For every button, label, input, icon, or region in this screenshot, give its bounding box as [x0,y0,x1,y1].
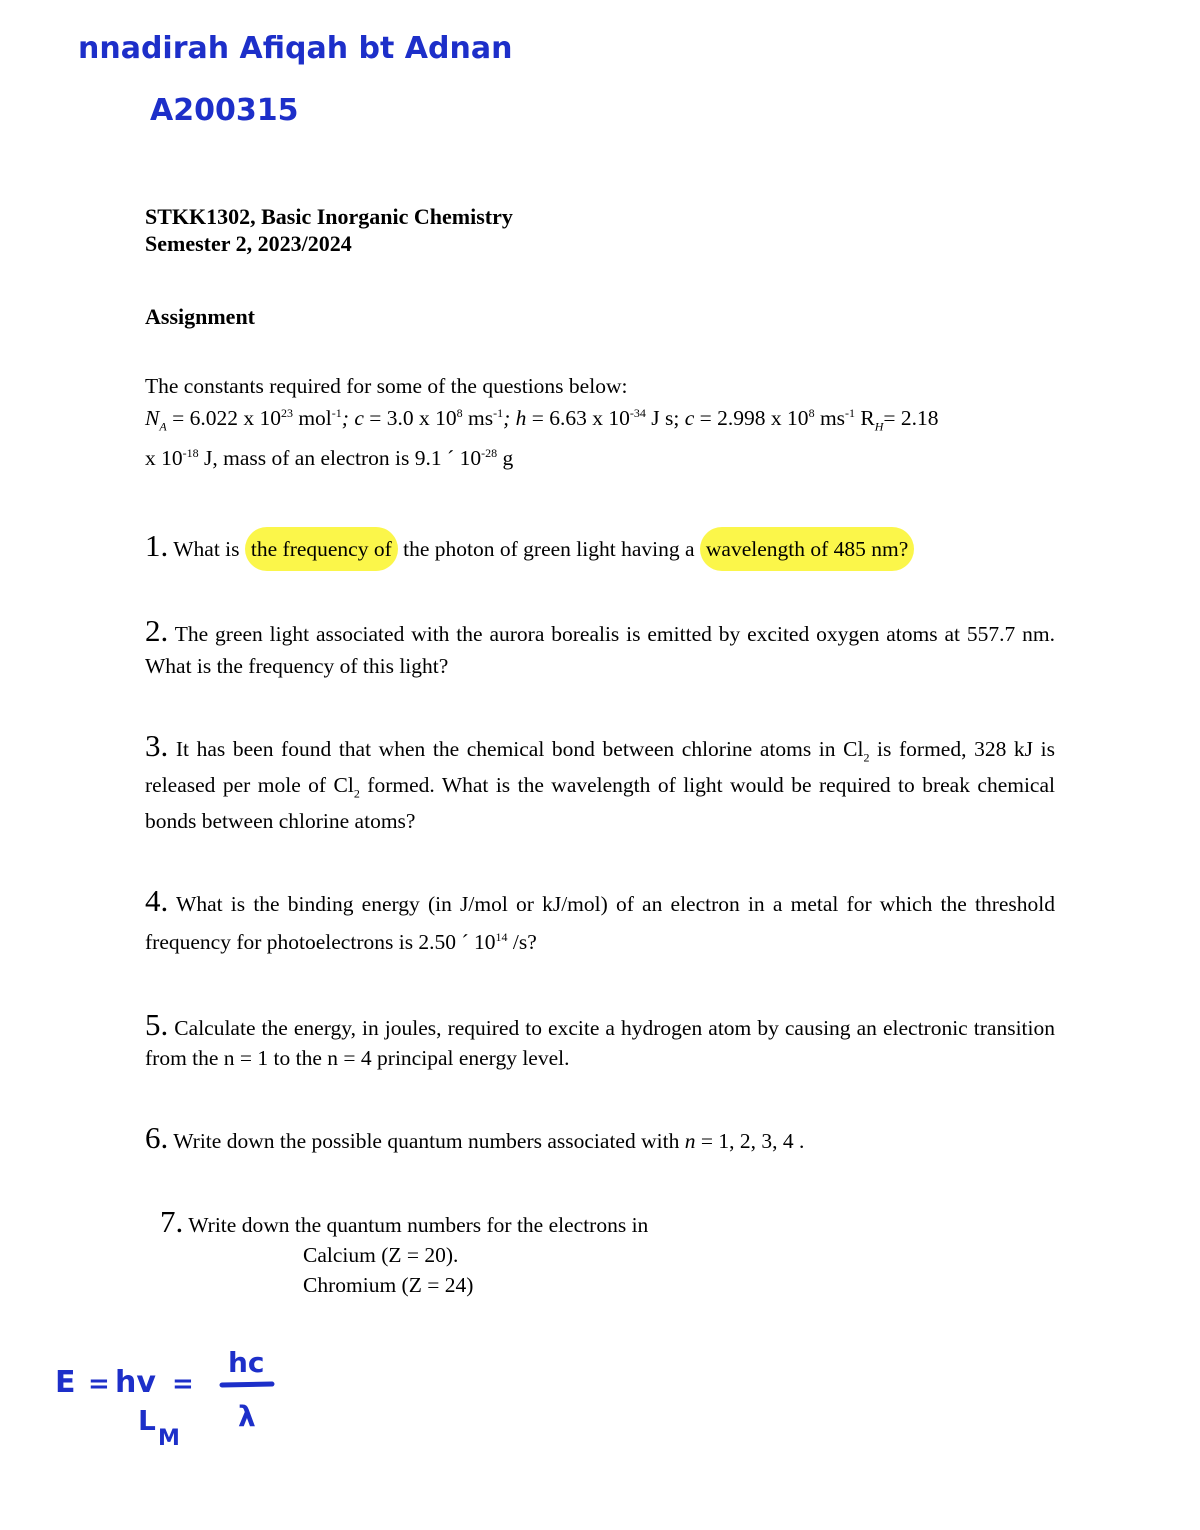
c2-exponent: 8 [808,405,815,420]
course-title: STKK1302, Basic Inorganic Chemistry [145,204,513,229]
c2-symbol: c [684,406,695,430]
question-2 [145,615,1055,682]
c-exponent: 8 [456,405,463,420]
na-value: = 6.022 x 10 [166,406,281,430]
question-text: The green light associated with the aurora borealis is emitted by excited oxygen atoms at 557.7 nm. What is the frequency of this light? [145,622,1055,678]
na-symbol: N [145,406,160,430]
electron-mass-base: 10 [454,446,482,470]
electron-mass-unit: g [497,446,514,470]
question-text: Calculate the energy, in joules, required to excite a hydrogen atom by causing an electronic transition from the n = 1 to the n = 4 principal energy level. [145,1016,1055,1070]
c2-unit-exponent: -1 [845,405,856,420]
rh-symbol: R [855,406,875,430]
calcium-line: Calcium (Z = 20). [303,1243,459,1267]
handwritten-formula-sub: L [138,1404,156,1437]
assignment-title: Assignment [145,304,256,329]
handwritten-fraction-bar [222,1384,272,1385]
handwritten-formula-e: E [55,1365,76,1400]
handwritten-formula-hc: hc [228,1346,265,1379]
n-symbol: n [684,1129,696,1153]
question-number: 4. [145,883,169,918]
c-value: = 3.0 x 10 [363,406,457,430]
h-exponent: -34 [629,405,646,420]
rh-subscript: H [874,419,884,434]
times-symbol: ´ [447,446,455,470]
question-number: 5. [145,1007,169,1042]
question-3 [145,728,1055,839]
question-6 [145,1122,1055,1157]
course-header [145,203,1055,257]
constants-block [145,370,1055,474]
question-text: What is [168,537,245,561]
h-unit: J s; [645,406,685,430]
handwritten-formula-hv: hv [115,1365,156,1400]
c-unit-exponent: -1 [493,405,504,420]
handwritten-formula-eq2: = [172,1369,194,1399]
question-text: formed. What is the wavelength of light would be required to break chemical bonds between chlorine atoms? [145,773,1055,833]
constants-intro: The constants required for some of the questions below: [145,374,628,398]
handwritten-formula-eq1: = [88,1369,110,1399]
highlight-frequency: the frequency of [245,527,398,571]
handwritten-formula-sub2: M [158,1426,180,1451]
rh-value-cont: x 10 [145,446,183,470]
question-text: What is the binding energy (in J/mol or kJ/mol) of an electron in a metal for which the threshold frequency for photoelectrons is 2.50 [145,892,1055,954]
c2-unit: ms [814,406,846,430]
question-4 [145,882,1055,961]
handwritten-name: nnadirah Afiqah bt Adnan [78,31,513,66]
cl2-subscript: 2 [863,750,870,765]
frequency-exponent: 14 [495,929,508,944]
question-7 [160,1204,1070,1300]
c2-value: = 2.998 x 10 [694,406,809,430]
question-number: 2. [145,613,169,648]
na-unit-exponent: -1 [331,405,342,420]
cl2-subscript: 2 [353,786,360,801]
question-text: /s? [507,930,537,954]
question-number: 1. [145,528,169,563]
question-text: = 1, 2, 3, 4 . [695,1129,805,1153]
constants-line-2 [145,442,1055,474]
rh-value: = 2.18 [883,406,939,430]
na-exponent: 23 [280,405,293,420]
question-text: the photon of green light having a [397,537,700,561]
question-text: Write down the possible quantum numbers associated with [168,1129,685,1153]
rh-exponent: -18 [182,445,199,460]
h-value: = 6.63 x 10 [526,406,630,430]
na-unit: mol [292,406,332,430]
semester: Semester 2, 2023/2024 [145,231,352,256]
question-number: 3. [145,728,169,763]
chromium-line: Chromium (Z = 24) [303,1273,474,1297]
question-text: It has been found that when the chemical bond between chlorine atoms in Cl [168,737,864,761]
question-5 [145,1007,1055,1073]
times-symbol: ´ [461,930,469,954]
highlight-wavelength: wavelength of 485 nm? [700,527,914,571]
h-symbol: ; h [503,406,527,430]
question-text: is formed, 328 kJ is released per mole of Cl [145,737,1055,797]
na-subscript: A [159,419,167,434]
constants-line-1 [145,402,1055,434]
c-unit: ms [462,406,494,430]
handwritten-formula-lambda: λ [238,1400,256,1433]
electron-mass-label: J, mass of an electron is 9.1 [198,446,448,470]
handwritten-id: A200315 [150,93,299,128]
question-text: 10 [468,930,496,954]
question-number: 6. [145,1120,169,1155]
question-1 [145,530,1055,565]
question-text: Write down the quantum numbers for the electrons in [183,1213,649,1237]
c-symbol: ; c [341,406,364,430]
question-number: 7. [160,1204,184,1239]
electron-mass-exponent: -28 [481,445,498,460]
